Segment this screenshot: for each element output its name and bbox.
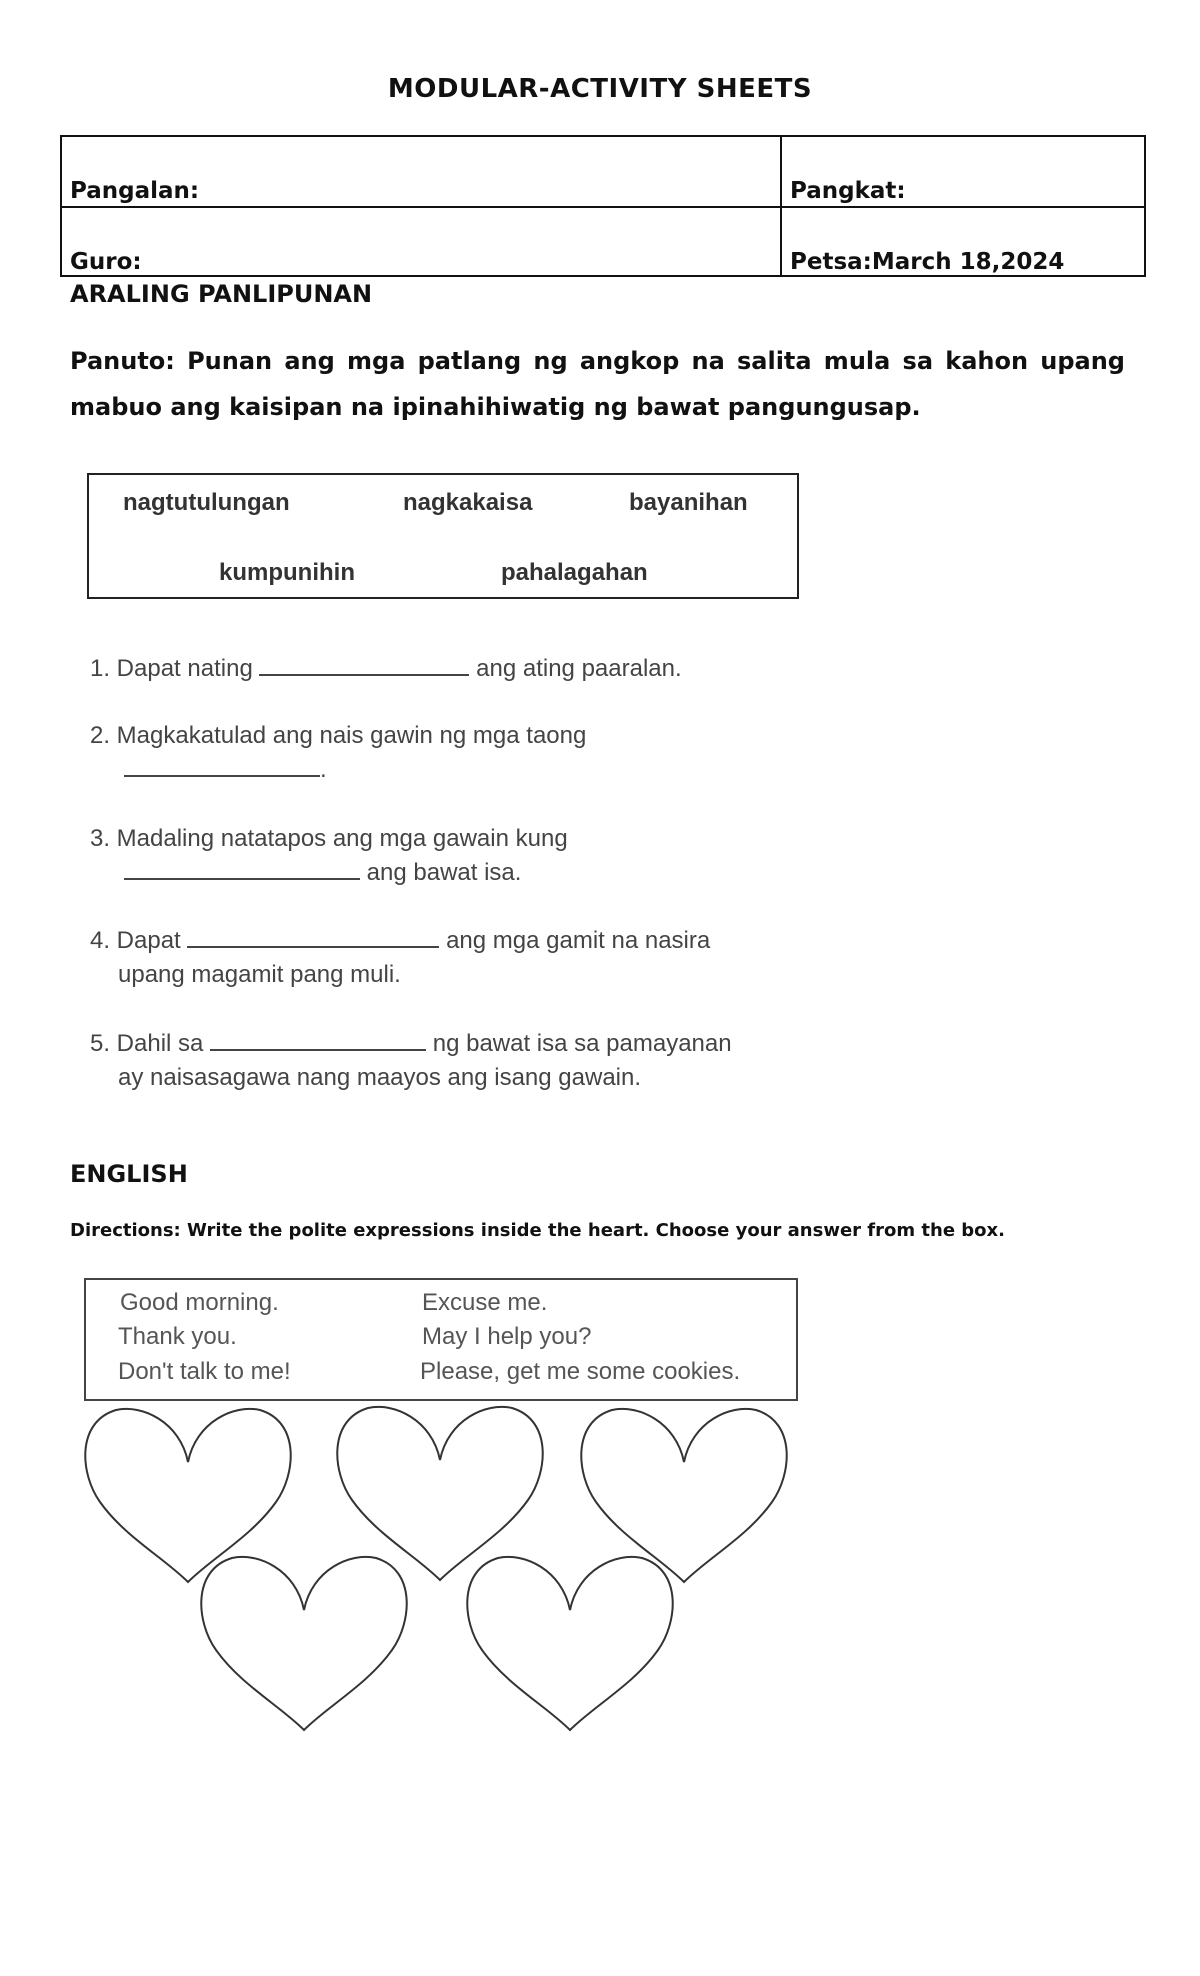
teacher-label: Guro: bbox=[70, 249, 142, 275]
heart-shape bbox=[467, 1557, 672, 1730]
word-bank-item: nagtutulungan bbox=[123, 489, 290, 516]
choice-item: Thank you. bbox=[118, 1323, 237, 1350]
question-4: 4. Dapat ang mga gamit na nasira upang magamit pang muli. bbox=[90, 924, 710, 992]
choice-item: Don't talk to me! bbox=[118, 1358, 291, 1385]
choice-item: May I help you? bbox=[422, 1323, 592, 1350]
name-label: Pangalan: bbox=[70, 178, 200, 204]
question-3: 3. Madaling natatapos ang mga gawain kung ang bawat isa. bbox=[90, 825, 568, 886]
heart-shape bbox=[581, 1409, 786, 1582]
heart-shape bbox=[337, 1407, 542, 1580]
question-1: 1. Dapat nating ang ating paaralan. bbox=[90, 652, 682, 686]
question-2: 2. Magkakatulad ang nais gawin ng mga taong . bbox=[90, 722, 587, 783]
word-bank-item: bayanihan bbox=[629, 489, 748, 516]
heart-shape bbox=[85, 1409, 290, 1582]
date-label: Petsa:March 18,2024 bbox=[790, 249, 1065, 275]
group-label: Pangkat: bbox=[790, 178, 906, 204]
ap-directions: Panuto: Punan ang mga patlang ng angkop na salita mula sa kahon upang mabuo ang kaisipan na ipinahihiwatig ng bawat pangungusap. bbox=[70, 347, 1125, 421]
choice-item: Good morning. bbox=[120, 1289, 279, 1316]
word-bank-item: pahalagahan bbox=[501, 559, 648, 586]
ap-heading: ARALING PANLIPUNAN bbox=[70, 280, 373, 308]
choice-item: Please, get me some cookies. bbox=[420, 1358, 741, 1385]
word-bank-item: nagkakaisa bbox=[403, 489, 533, 516]
heart-shape bbox=[201, 1557, 406, 1730]
choice-item: Excuse me. bbox=[422, 1289, 548, 1316]
english-directions: Directions: Write the polite expressions inside the heart. Choose your answer from the box. bbox=[70, 1220, 1005, 1241]
page-title: MODULAR-ACTIVITY SHEETS bbox=[387, 74, 813, 104]
question-5: 5. Dahil sa ng bawat isa sa pamayanan ay naisasagawa nang maayos ang isang gawain. bbox=[90, 1027, 732, 1095]
word-bank-item: kumpunihin bbox=[219, 559, 355, 586]
english-heading: ENGLISH bbox=[70, 1160, 188, 1188]
